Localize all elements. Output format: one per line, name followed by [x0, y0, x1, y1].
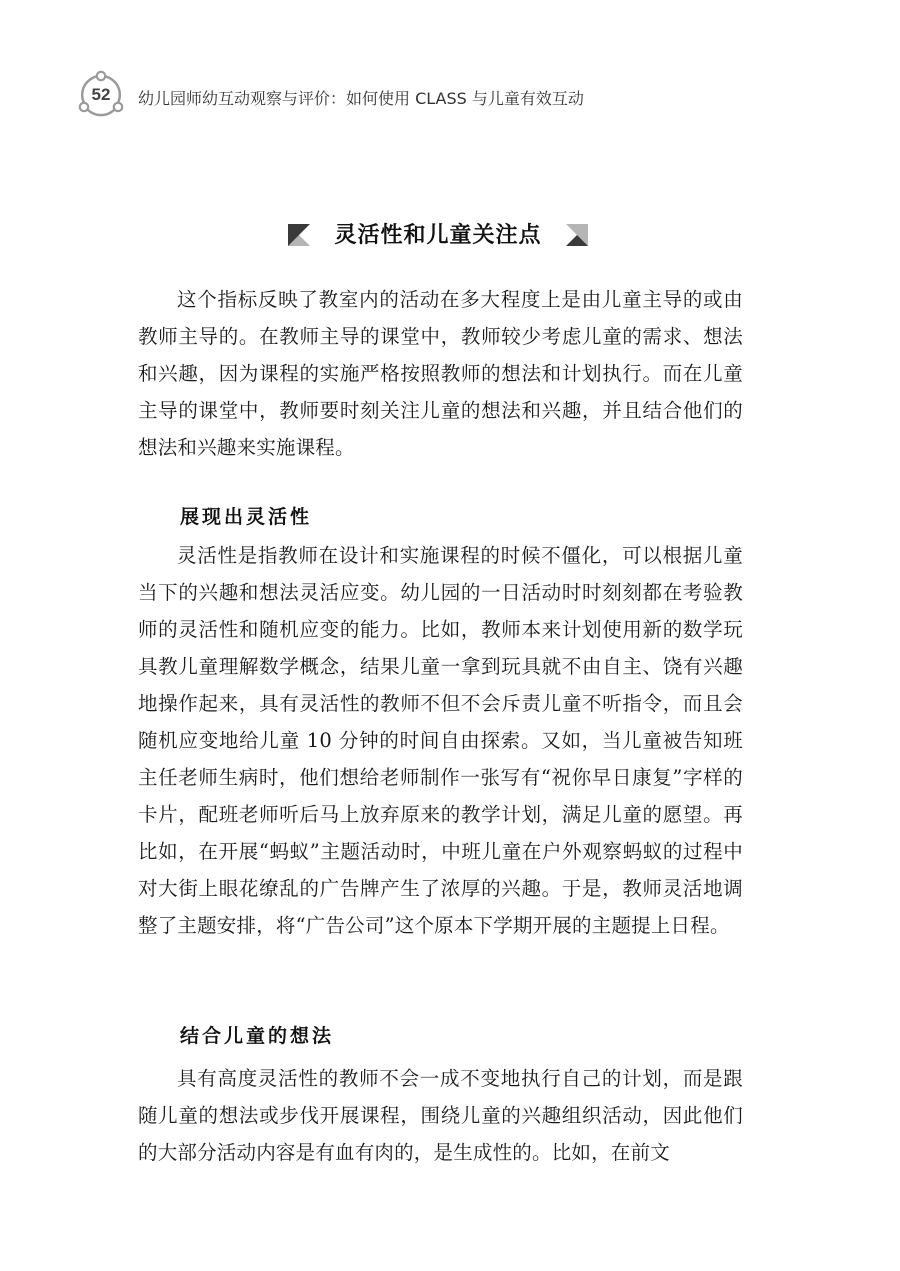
subheading-flexibility: 展现出灵活性 [180, 506, 313, 528]
intro-paragraph: 这个指标反映了教室内的活动在多大程度上是由儿童主导的或由教师主导的。在教师主导的课堂中，教师较少考虑儿童的需求、想法和兴趣，因为课程的实施严格按照教师的想法和计划执行。而在儿童主导的课堂中，教师要时刻关注儿童的想法和兴趣，并且结合他们的想法和兴趣来实施课程。 [138, 288, 743, 459]
page-number-badge [76, 70, 126, 120]
triangle-right-icon [566, 224, 588, 246]
triangle-left-icon [288, 224, 310, 246]
section-title: 灵活性和儿童关注点 [334, 223, 542, 248]
running-title: 幼儿园师幼互动观察与评价：如何使用 CLASS 与儿童有效互动 [138, 89, 584, 108]
child-ideas-paragraph: 具有高度灵活性的教师不会一成不变地执行自己的计划，而是跟随儿童的想法或步伐开展课程，围绕儿童的兴趣组织活动，因此他们的大部分活动内容是有血有肉的，是生成性的。比如，在前文 [138, 1067, 743, 1164]
page-header [76, 70, 856, 120]
subheading-child-ideas: 结合儿童的想法 [180, 1025, 335, 1047]
flexibility-paragraph: 灵活性是指教师在设计和实施课程的时候不僵化，可以根据儿童当下的兴趣和想法灵活应变。幼儿园的一日活动时时刻刻都在考验教师的灵活性和随机应变的能力。比如，教师本来计划使用新的数学玩具教儿童理解数学概念，结果儿童一拿到玩具就不由自主、饶有兴趣地操作起来，具有灵活性的教师不但不会斥责儿童不听指令，而且会随机应变地给儿童 10 分钟的时间自由探索。又如，当儿童被告知班主任老师生病时，他们想给老师制作一张写有“祝你早日康复”字样的卡片，配班老师听后马上放弃原来的教学计划，满足儿童的愿望。再比如，在开展“蚂蚁”主题活动时，中班儿童在户外观察蚂蚁的过程中对大街上眼花缭乱的广告牌产生了浓厚的兴趣。于是，教师灵活地调整了主题安排，将“广告公司”这个原本下学期开展的主题提上日程。 [138, 544, 743, 937]
section-heading [0, 214, 900, 254]
page-number: 52 [91, 85, 111, 104]
